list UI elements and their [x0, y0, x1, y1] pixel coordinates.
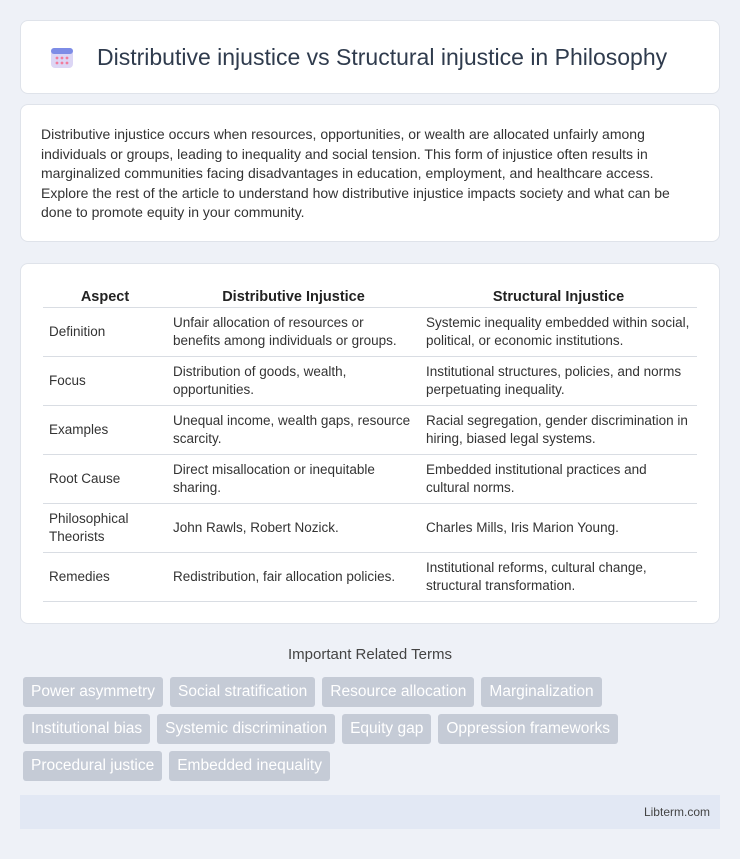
- related-term-tag[interactable]: Embedded inequality: [169, 751, 330, 781]
- cell-aspect: Remedies: [43, 553, 167, 602]
- related-term-tag[interactable]: Marginalization: [481, 677, 601, 707]
- table-row: [43, 308, 697, 357]
- cell-structural: Institutional reforms, cultural change, structural transformation.: [420, 553, 697, 602]
- column-header-structural: Structural Injustice: [420, 284, 697, 308]
- cell-distributive: Redistribution, fair allocation policies.: [167, 553, 420, 602]
- table-row: [43, 357, 697, 406]
- table-body: [43, 308, 697, 602]
- related-term-tag[interactable]: Institutional bias: [23, 714, 150, 744]
- related-term-tag[interactable]: Resource allocation: [322, 677, 474, 707]
- cell-aspect: Root Cause: [43, 455, 167, 504]
- cell-structural: Racial segregation, gender discrimination in hiring, biased legal systems.: [420, 406, 697, 455]
- cell-aspect: Focus: [43, 357, 167, 406]
- cell-structural: Systemic inequality embedded within social, political, or economic institutions.: [420, 308, 697, 357]
- related-term-tag[interactable]: Systemic discrimination: [157, 714, 335, 744]
- table-row: [43, 553, 697, 602]
- related-terms-title: Important Related Terms: [288, 646, 452, 663]
- intro-paragraph: Distributive injustice occurs when resources, opportunities, or wealth are allocated unfairly among individuals or groups, leading to inequality and social tension. This form of injustice often results in marginalized communities facing disadvantages in education, employment, and healthcare access. Explore the rest of the article to understand how distributive injustice impacts society and what can be done to promote equity in your community.: [41, 126, 670, 220]
- related-term-tag[interactable]: Procedural justice: [23, 751, 162, 781]
- related-term-tag[interactable]: Equity gap: [342, 714, 431, 744]
- table-row: [43, 455, 697, 504]
- cell-distributive: Unequal income, wealth gaps, resource scarcity.: [167, 406, 420, 455]
- related-term-tag[interactable]: Oppression frameworks: [438, 714, 618, 744]
- column-header-aspect: Aspect: [43, 284, 167, 308]
- column-header-distributive: Distributive Injustice: [167, 284, 420, 308]
- cell-aspect: Examples: [43, 406, 167, 455]
- footer-site-name: Libterm.com: [643, 805, 710, 819]
- calendar-icon: [49, 44, 75, 70]
- cell-distributive: Direct misallocation or inequitable sharing.: [167, 455, 420, 504]
- related-terms-list: [23, 677, 723, 781]
- cell-distributive: John Rawls, Robert Nozick.: [167, 504, 420, 553]
- related-term-tag[interactable]: Power asymmetry: [23, 677, 163, 707]
- related-term-tag[interactable]: Social stratification: [170, 677, 315, 707]
- cell-distributive: Unfair allocation of resources or benefits among individuals or groups.: [167, 308, 420, 357]
- cell-structural: Institutional structures, policies, and norms perpetuating inequality.: [420, 357, 697, 406]
- comparison-table-card: [20, 263, 720, 624]
- cell-aspect: Definition: [43, 308, 167, 357]
- header-card: [20, 20, 720, 94]
- table-header-row: [43, 284, 697, 308]
- table-row: [43, 406, 697, 455]
- comparison-table: [43, 284, 697, 602]
- table-row: [43, 504, 697, 553]
- cell-structural: Charles Mills, Iris Marion Young.: [420, 504, 697, 553]
- page-title: Distributive injustice vs Structural injustice in Philosophy: [97, 43, 668, 70]
- footer: [20, 795, 720, 829]
- cell-distributive: Distribution of goods, wealth, opportunities.: [167, 357, 420, 406]
- cell-aspect: Philosophical Theorists: [43, 504, 167, 553]
- intro-card: [20, 104, 720, 242]
- cell-structural: Embedded institutional practices and cultural norms.: [420, 455, 697, 504]
